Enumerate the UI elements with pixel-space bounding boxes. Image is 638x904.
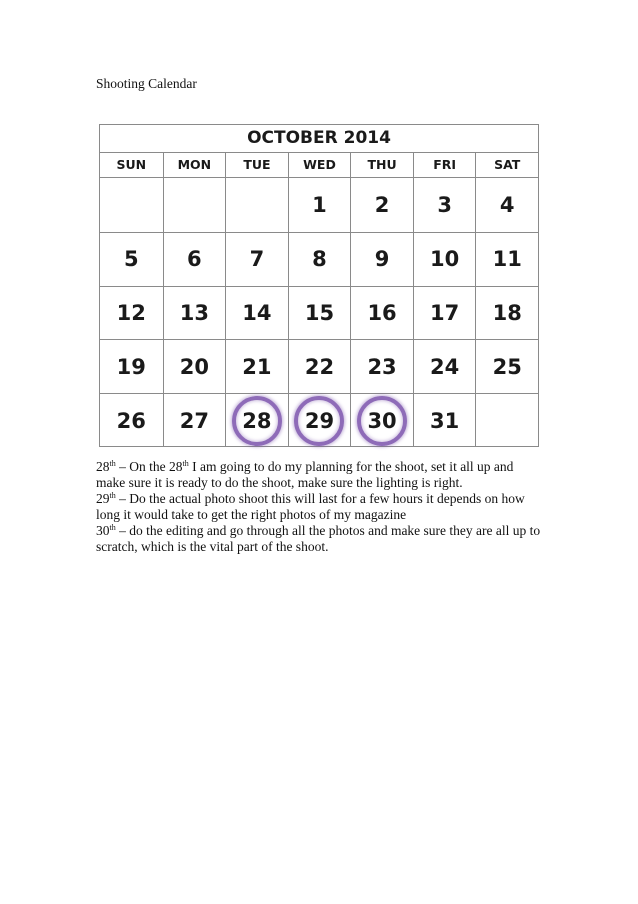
day-number: 18 <box>492 300 522 325</box>
day-number: 30 <box>367 408 397 433</box>
calendar-day-8 <box>288 232 351 286</box>
day-number: 22 <box>304 354 335 379</box>
calendar-day-7 <box>225 232 288 286</box>
calendar-day-9 <box>350 232 413 286</box>
day-number: 15 <box>304 300 335 325</box>
calendar-empty-cell <box>475 393 538 447</box>
calendar-day-15 <box>288 286 351 340</box>
day-number: 12 <box>116 300 146 325</box>
day-number: 1 <box>312 192 327 217</box>
note-day-28: 28th – On the 28th I am going to do my planning for the shoot, set it all up and make sure it is ready to do the shoot, make sure the lighting is right. <box>96 459 514 490</box>
day-number: 20 <box>179 354 209 379</box>
calendar-day-16 <box>350 286 413 340</box>
day-number: 3 <box>437 192 452 217</box>
weekday-sun: SUN <box>116 157 147 172</box>
day-number: 14 <box>242 300 272 325</box>
calendar-day-31 <box>413 393 476 447</box>
calendar-empty-cell <box>163 178 226 232</box>
day-number: 23 <box>367 354 397 379</box>
calendar-day-2 <box>350 178 413 232</box>
weekday-sat: SAT <box>475 153 538 177</box>
calendar-day-13 <box>163 286 226 340</box>
day-number: 31 <box>430 408 460 433</box>
day-number: 29 <box>304 408 335 433</box>
weekday-wed: WED <box>288 153 351 177</box>
shoot-notes <box>96 459 546 555</box>
october-calendar <box>99 124 539 447</box>
calendar-day-14 <box>225 286 288 340</box>
day-number: 9 <box>374 247 390 272</box>
day-number: 21 <box>242 354 272 379</box>
day-number: 17 <box>430 300 460 325</box>
calendar-day-22 <box>288 339 351 393</box>
calendar-date-grid <box>100 178 538 447</box>
day-number: 6 <box>187 247 202 272</box>
calendar-day-18 <box>475 286 538 340</box>
calendar-day-17 <box>413 286 476 340</box>
note-day-30: 30th – do the editing and go through all the photos and make sure they are all up to scratch, which is the vital part of the shoot. <box>96 523 541 554</box>
calendar-day-11 <box>475 232 538 286</box>
calendar-day-5 <box>100 232 163 286</box>
calendar-day-23 <box>350 339 413 393</box>
day-number: 10 <box>430 247 460 272</box>
calendar-day-20 <box>163 339 226 393</box>
day-number: 2 <box>374 192 390 217</box>
weekday-fri: FRI <box>413 153 476 177</box>
day-number: 27 <box>179 408 209 433</box>
calendar-day-28-circled <box>225 393 288 447</box>
day-number: 11 <box>492 247 522 272</box>
weekday-thu: THU <box>350 153 413 177</box>
weekday-header-row <box>100 153 538 178</box>
day-number: 16 <box>367 300 397 325</box>
day-number: 25 <box>492 354 522 379</box>
day-number: 4 <box>499 192 515 217</box>
day-number: 7 <box>249 247 265 272</box>
document-title: Shooting Calendar <box>96 76 197 91</box>
weekday-mon: MON <box>163 153 226 177</box>
day-number: 5 <box>123 247 139 272</box>
calendar-day-30-circled <box>350 393 413 447</box>
day-number: 28 <box>242 408 272 433</box>
day-number: 13 <box>179 300 209 325</box>
day-number: 24 <box>430 354 460 379</box>
calendar-day-19 <box>100 339 163 393</box>
calendar-empty-cell <box>100 178 163 232</box>
calendar-empty-cell <box>225 178 288 232</box>
calendar-day-26 <box>100 393 163 447</box>
calendar-day-3 <box>413 178 476 232</box>
day-number: 8 <box>312 247 327 272</box>
day-number: 19 <box>116 354 146 379</box>
day-number: 26 <box>116 408 146 433</box>
calendar-day-4 <box>475 178 538 232</box>
calendar-day-21 <box>225 339 288 393</box>
calendar-day-10 <box>413 232 476 286</box>
weekday-tue: TUE <box>225 153 288 177</box>
calendar-month-title: OCTOBER 2014 <box>100 125 538 153</box>
note-day-29: 29th – Do the actual photo shoot this will last for a few hours it depends on how long it would take to get the right photos of my magazine <box>96 491 525 522</box>
calendar-day-1 <box>288 178 351 232</box>
calendar-day-29-circled <box>288 393 351 447</box>
calendar-day-24 <box>413 339 476 393</box>
calendar-day-12 <box>100 286 163 340</box>
calendar-day-27 <box>163 393 226 447</box>
calendar-day-6 <box>163 232 226 286</box>
calendar-day-25 <box>475 339 538 393</box>
